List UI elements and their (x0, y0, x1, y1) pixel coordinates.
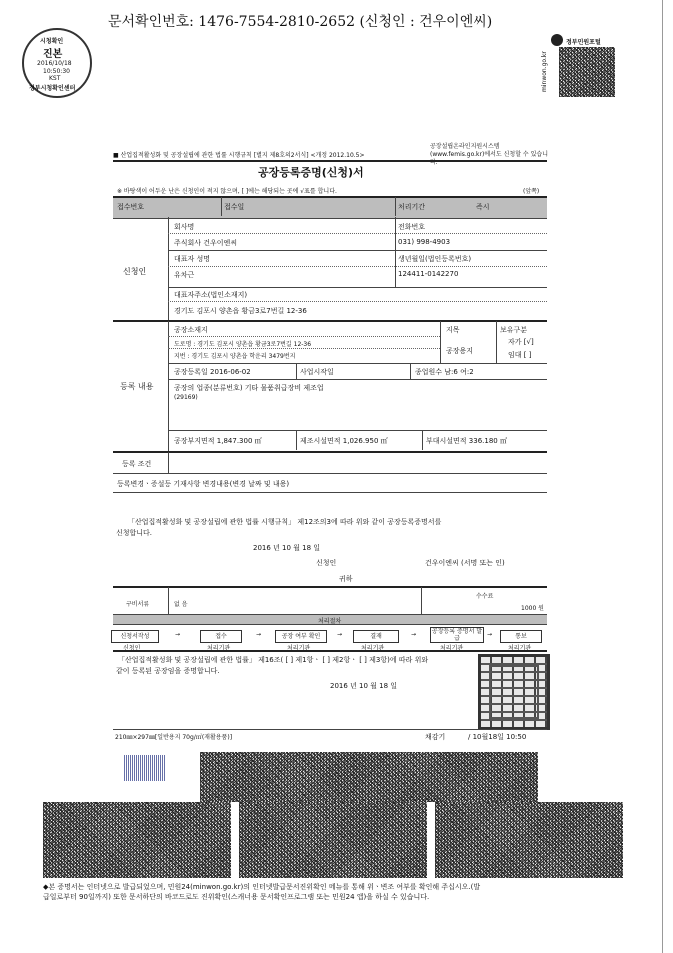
employee-count: 종업원수 남:6 여:2 (415, 368, 474, 376)
certification-line-2: 같이 등록된 공장임을 증명합니다. (116, 667, 220, 675)
business-start-date: 사업시작일 (300, 368, 334, 376)
step-box-6: 통보 (500, 630, 542, 643)
instructions: ※ 바탕색이 어두운 난은 신청인이 적지 않으며, [ ]에는 해당되는 곳에 √표를 합니다. (117, 188, 337, 195)
address-value: 경기도 김포시 양촌읍 황금3로7번길 12-36 (174, 307, 307, 315)
stamp-top-text: 시청확인 (40, 38, 64, 45)
site-area: 공장부지면적 1,847.300 ㎡ (174, 437, 262, 445)
step-actor-4: 처리기관 (361, 645, 385, 652)
step-box-5: 공장등록 증명서 발급 (431, 628, 483, 642)
online-note: 공장설립온라인지원시스템(www.femis.go.kr)에서도 신청할 수 있습니다. (430, 143, 549, 166)
verification-stamp (22, 28, 92, 98)
process-period-label: 처리기간 (398, 203, 426, 211)
document-number: 문서확인번호: 1476-7554-2810-2652 (신청인 : 건우이엔씨) (108, 14, 493, 30)
procedure-title: 처리절차 (318, 618, 342, 625)
stamp-tz: KST (49, 75, 61, 82)
barcode-right (435, 802, 623, 878)
company-value: 주식회사 건우이엔씨 (174, 239, 238, 247)
address-label: 대표자주소(법인소재지) (174, 291, 248, 299)
barcode-top (200, 752, 538, 802)
step-arrow-3: → (337, 631, 343, 638)
form-title: 공장등록증명(신청)서 (258, 166, 364, 179)
birth-value: 124411-0142270 (398, 270, 459, 278)
step-box-1: 신청서작성 (111, 630, 159, 643)
registration-date: 공장등록일 2016-06-02 (174, 368, 251, 376)
industry-type: 공장의 업종(분류번호) 기타 물품취급장비 제조업 (174, 384, 324, 392)
qr-code-icon (559, 47, 615, 97)
step-actor-5: 처리기관 (440, 645, 464, 652)
fee-value: 1000 원 (521, 605, 544, 612)
footer-notice-line-1: ◆본 증명서는 인터넷으로 발급되었으며, 민원24(minwon.go.kr)의 인터넷발급문서진위확인 메뉴를 통해 위ㆍ변조 여부를 확인해 주십시오.(발 (43, 883, 481, 891)
portal-logo-icon (551, 34, 563, 46)
issuing-officer: 채감기 (425, 733, 446, 741)
change-note: 등록변경ㆍ증설등 기재사항 변경내용(변경 날짜 및 내용) (117, 480, 290, 488)
step-arrow-2: → (256, 631, 262, 638)
declaration-date: 2016 년 10 월 18 일 (253, 544, 321, 552)
step-arrow-4: → (411, 631, 417, 638)
land-category-label: 지목 (446, 326, 460, 334)
docs-label: 구비서류 (126, 601, 150, 608)
small-barcode (124, 755, 166, 781)
page-edge (662, 0, 663, 953)
declaration-line-1: 「산업집적활성화 및 공장설립에 관한 법률 시행규칙」 제12조의3에 따라 위와 같이 공장등록증명서를 (128, 518, 442, 526)
declaration-line-2: 신청합니다. (116, 529, 153, 537)
applicant-section-label: 신청인 (123, 267, 147, 276)
paper-spec: 210㎜×297㎜[일반용지 70g/㎡(재활용품)] (115, 734, 233, 741)
barcode-middle (239, 802, 427, 878)
official-seal (478, 654, 550, 730)
ownership-own-option: 자가 [√] (508, 338, 534, 346)
phone-label: 전화번호 (398, 223, 426, 231)
rep-value: 유차근 (174, 271, 195, 279)
facility-area: 제조시설면적 1,026.950 ㎡ (300, 437, 388, 445)
step-box-3: 공장 여부 확인 (275, 630, 327, 643)
factory-location-label: 공장소재지 (174, 326, 208, 334)
road-address: 도로명 : 경기도 김포시 양촌읍 황금3로7번길 12-36 (174, 341, 312, 348)
title-top-rule (113, 160, 547, 162)
applicant-signature: 건우이엔씨 (서명 또는 인) (425, 559, 505, 567)
industry-code: (29169) (174, 394, 198, 401)
side-label: (앞쪽) (523, 188, 540, 195)
step-box-2: 접수 (200, 630, 242, 643)
ownership-label: 보유구분 (500, 326, 528, 334)
step-actor-3: 처리기관 (287, 645, 311, 652)
fee-label: 수수료 (476, 593, 494, 600)
phone-value: 031) 998-4903 (398, 238, 451, 246)
receipt-number-label: 접수번호 (117, 203, 145, 211)
registration-section-label: 등록 내용 (120, 382, 154, 391)
receipt-date-label: 접수일 (224, 203, 245, 211)
lot-address: 지번 : 경기도 김포시 양촌읍 학운리 3479번지 (174, 353, 296, 360)
birth-label: 생년월일(법인등록번호) (398, 255, 472, 263)
certification-line-1: 「산업집적활성화 및 공장설립에 관한 법률」 제16조( [ ] 제1항ㆍ [ ] 제2항ㆍ [ ] 제3항)에 따라 위와 (118, 656, 429, 664)
step-actor-6: 처리기관 (508, 645, 532, 652)
issue-time: / 10월18일 10:50 (468, 733, 527, 741)
footer-notice-line-2: 급일로부터 90일까지) 또한 문서하단의 바코드로도 진위확인(스캐너용 문서확인프로그램 또는 민원24 앱)을 하실 수 있습니다. (43, 893, 430, 901)
step-arrow-1: → (175, 631, 181, 638)
portal-name: 정부민원포털 (566, 39, 601, 46)
portal-url: minwon.go.kr (541, 51, 548, 92)
rep-label: 대표자 성명 (174, 255, 211, 263)
step-box-4: 결재 (353, 630, 399, 643)
stamp-center-text: 진본 (43, 49, 63, 60)
docs-value: 없 음 (174, 601, 188, 608)
applicant-label-sign: 신청인 (316, 559, 337, 567)
step-actor-2: 처리기관 (207, 645, 231, 652)
step-arrow-5: → (487, 631, 493, 638)
process-period-value: 즉시 (476, 203, 490, 211)
step-actor-1: 신청인 (123, 645, 141, 652)
law-reference: ■ 산업집적활성화 및 공장설립에 관한 법률 시행규칙 [별지 제8호의2서식] <개정 2012.10.5> (113, 152, 365, 159)
certification-date: 2016 년 10 월 18 일 (330, 682, 398, 690)
land-category-value: 공장용지 (446, 347, 474, 355)
auxiliary-area: 부대시설면적 336.180 ㎡ (426, 437, 507, 445)
conditions-label: 등록 조건 (122, 460, 152, 468)
stamp-time: 10:50:30 (43, 68, 70, 75)
barcode-left (43, 802, 231, 878)
ownership-rent-option: 임대 [ ] (508, 351, 532, 359)
stamp-bottom-text: 정부시청확인센터 (29, 85, 76, 92)
addressee: 귀하 (339, 575, 353, 583)
company-label: 회사명 (174, 223, 195, 231)
stamp-date: 2016/10/18 (37, 60, 72, 67)
